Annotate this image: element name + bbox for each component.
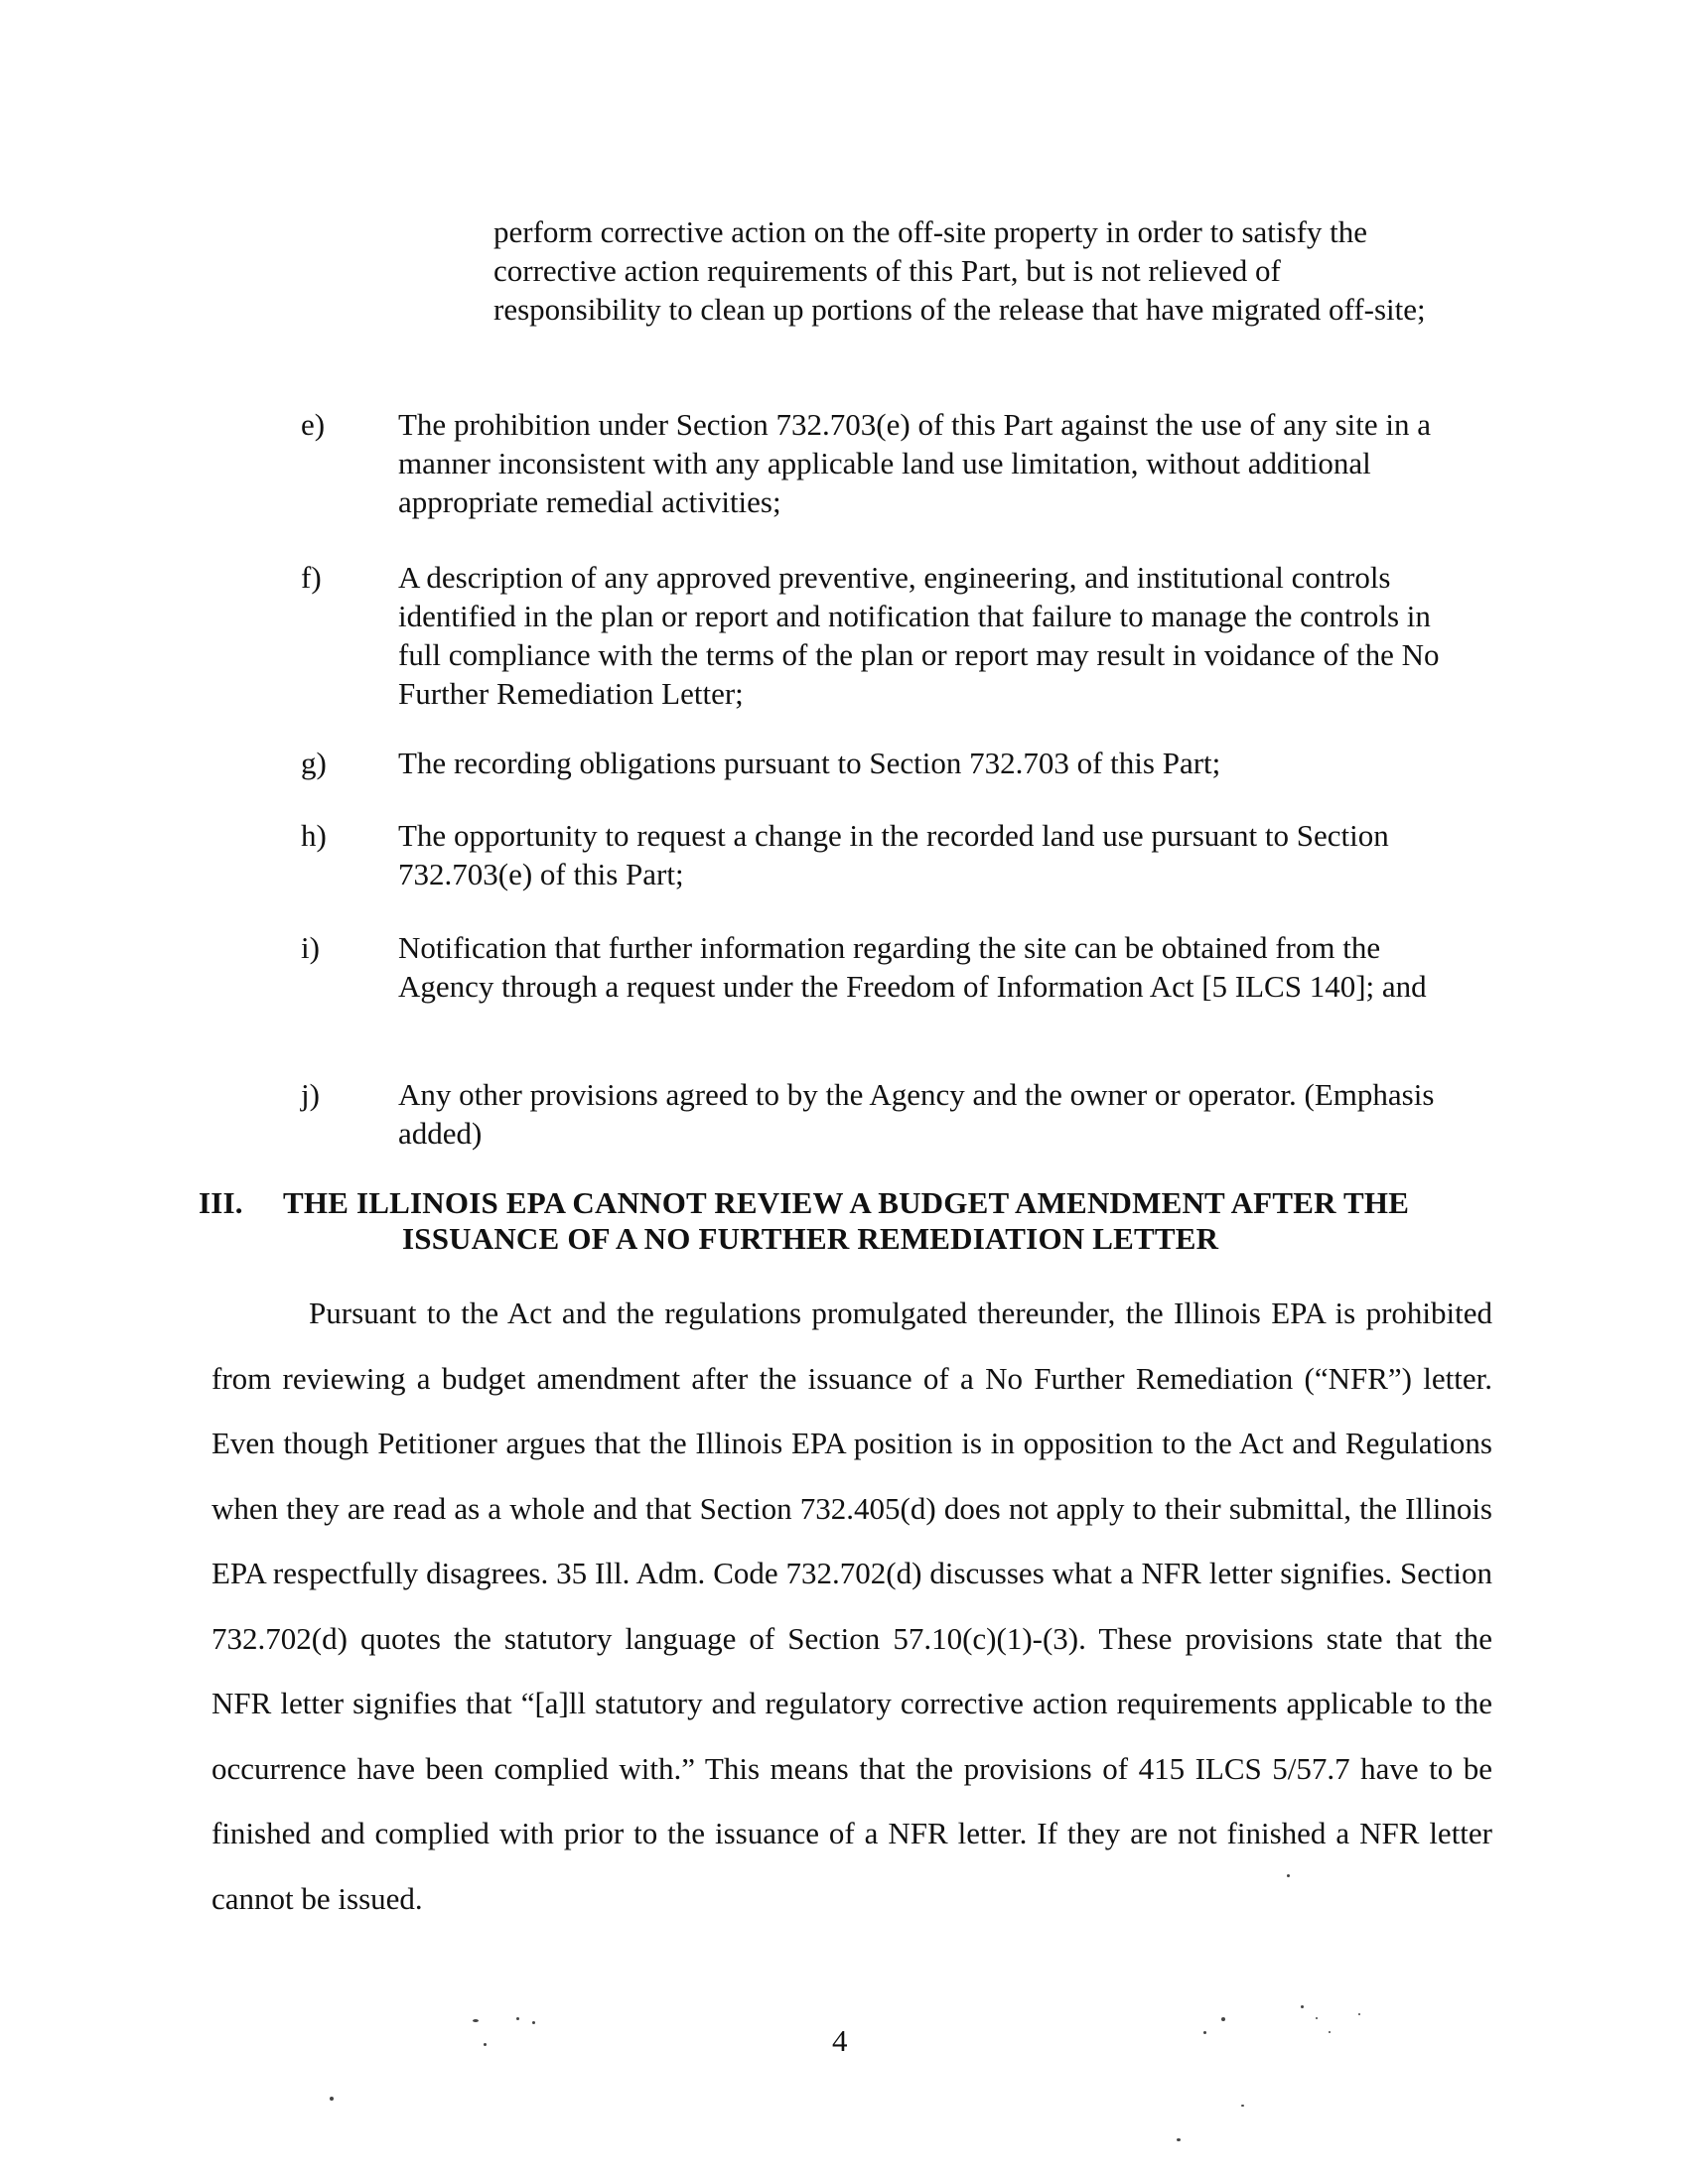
- scan-speck: [532, 2021, 535, 2024]
- scan-speck: [1177, 2138, 1181, 2141]
- scan-speck: [516, 2017, 519, 2020]
- list-item-text: A description of any approved preventive, engineering, and institutional controls identified in the plan or report and notification that failure to manage the controls in full compliance with the terms of the plan or report may result in voidance of the No Further Remediation Letter;: [398, 560, 1440, 711]
- list-item-text: Notification that further information regarding the site can be obtained from the Agency through a request under the Freedom of Information Act [5 ILCS 140]; and: [398, 930, 1427, 1004]
- list-item-label: h): [301, 818, 327, 853]
- scan-speck: [484, 2043, 487, 2046]
- scan-speck: [1287, 1874, 1290, 1877]
- scan-speck: [1301, 2005, 1304, 2008]
- scan-speck: [1221, 2017, 1225, 2021]
- scan-speck: [330, 2097, 334, 2101]
- list-item-label: j): [301, 1077, 320, 1112]
- list-item-text: Any other provisions agreed to by the Agency and the owner or operator. (Emphasis added): [398, 1077, 1435, 1151]
- list-item-text: The opportunity to request a change in the recorded land use pursuant to Section 732.703(e) of this Part;: [398, 818, 1389, 891]
- section-title-line-1: THE ILLINOIS EPA CANNOT REVIEW A BUDGET AMENDMENT AFTER THE: [283, 1185, 1410, 1220]
- section-title-line-2: ISSUANCE OF A NO FURTHER REMEDIATION LETTER: [402, 1221, 1219, 1256]
- list-item-text: The prohibition under Section 732.703(e) of this Part against the use of any site in a manner inconsistent with any applicable land use limitation, without additional appropriate remedial activities;: [398, 407, 1431, 519]
- page-number: 4: [832, 2023, 848, 2058]
- scan-speck: [1316, 2017, 1318, 2019]
- scan-speck: [1358, 2013, 1360, 2015]
- body-paragraph: Pursuant to the Act and the regulations promulgated thereunder, the Illinois EPA is prohibited from reviewing a budget amendment after the issuance of a No Further Remediation (“NFR”) letter. Even though Petitioner argues that the Illinois EPA position is in opposition to the Act and Regulations when they are read as a whole and that Section 732.405(d) does not apply to their submittal, the Illinois EPA respectfully disagrees. 35 Ill. Adm. Code 732.702(d) discusses what a NFR letter signifies. Section 732.702(d) quotes the statutory language of Section 57.10(c)(1)-(3). These provisions state that the NFR letter signifies that “[a]ll statutory and regulatory corrective action requirements applicable to the occurrence have been complied with.” This means that the provisions of 415 ILCS 5/57.7 have to be finished and complied with prior to the issuance of a NFR letter. If they are not finished a NFR letter cannot be issued.: [211, 1296, 1492, 1916]
- list-item-label: g): [301, 746, 327, 780]
- continuation-paragraph: perform corrective action on the off-site property in order to satisfy the corrective action requirements of this Part, but is not relieved of responsibility to clean up portions of the release that have migrated off-site;: [493, 214, 1426, 327]
- scan-speck: [1203, 2031, 1206, 2034]
- section-number: III.: [199, 1185, 243, 1220]
- scan-speck: [1329, 2031, 1331, 2033]
- list-item-label: f): [301, 560, 322, 595]
- scan-speck: [1241, 2105, 1244, 2107]
- list-item-label: i): [301, 930, 320, 965]
- scan-speck: [473, 2019, 479, 2022]
- list-item-label: e): [301, 407, 326, 442]
- list-item-text: The recording obligations pursuant to Section 732.703 of this Part;: [398, 746, 1221, 780]
